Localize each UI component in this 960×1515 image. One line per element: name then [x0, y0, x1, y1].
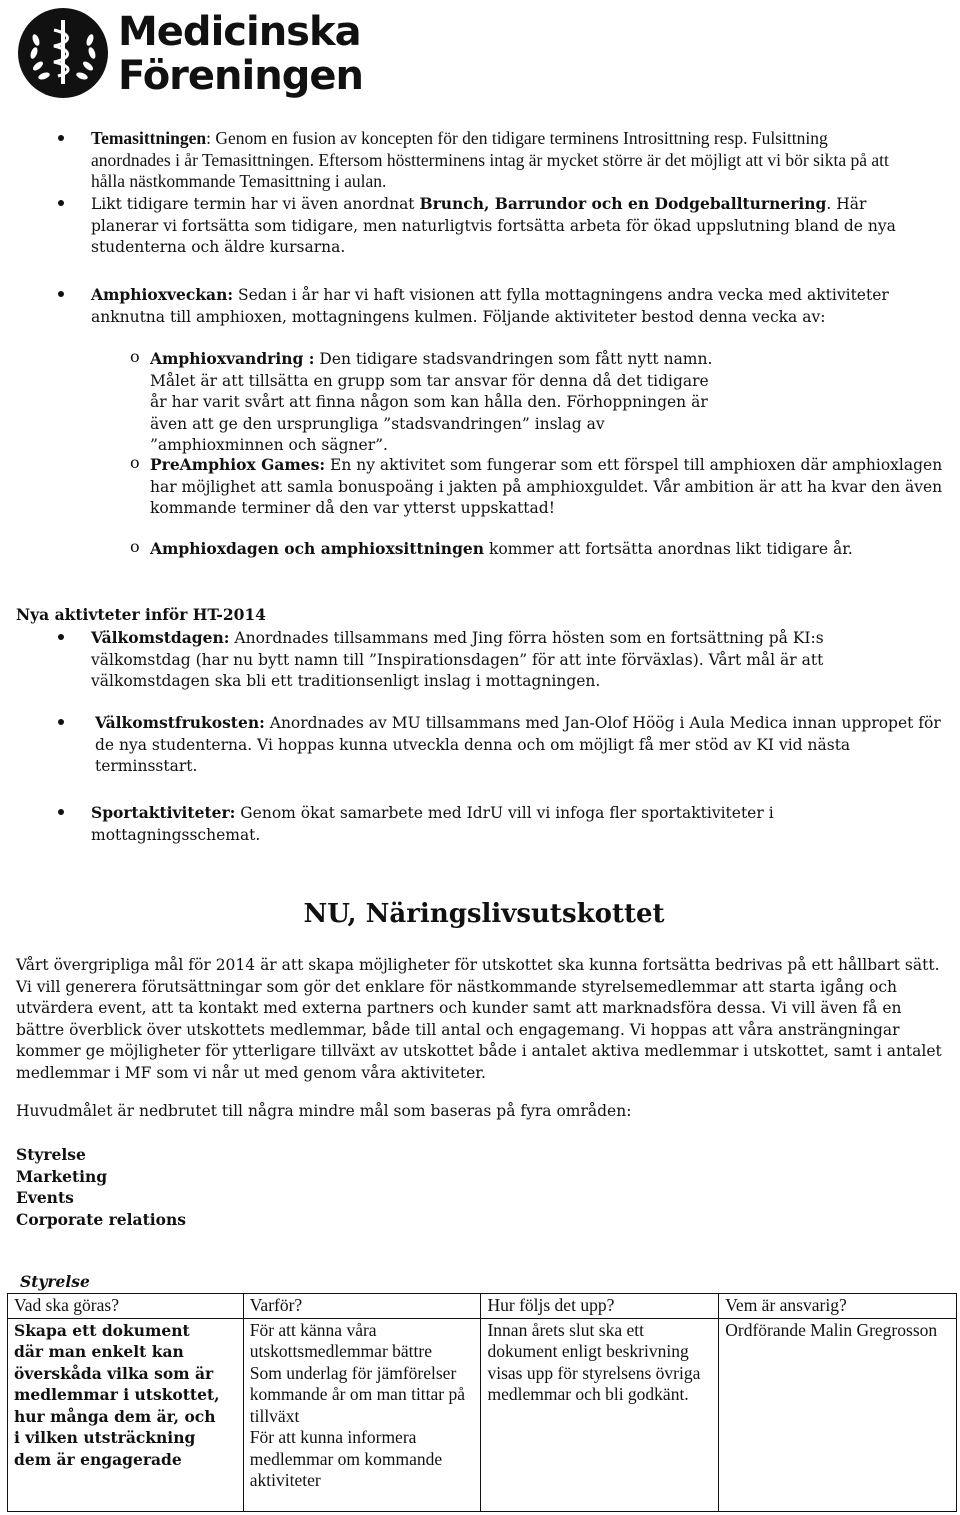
table-cell: Skapa ett dokument där man enkelt kan överskåda vilka som är medlemmar i utskottet, hur många dem är, och i vilken utsträckning dem är engagerade	[8, 1318, 244, 1511]
logo-line2: Föreningen	[118, 53, 363, 99]
logo-line1: Medicinska	[118, 9, 361, 55]
nya-heading: Nya aktivteter inför HT-2014	[16, 605, 266, 624]
amphioxdagen-title: Amphioxdagen och amphioxsittningen	[150, 539, 485, 558]
amphioxvandring-text: Den tidigare stadsvandringen som fått nytt namn. Målet är att tillsätta en grupp som tar ansvar för denna då det tidigare år har varit svårt att finna någon som kan hålla den. Förhoppningen är även att ge den ursprungliga ”stadsvandringen” inslag av ”amphioxminnen och sägner”.	[150, 350, 713, 454]
sportaktiviteter-paragraph	[91, 802, 831, 846]
area-item: Events	[16, 1188, 74, 1207]
bullet-icon	[58, 809, 64, 815]
table-cell: Innan årets slut ska ett dokument enligt beskrivning visas upp för styrelsens övriga medlemmar och bli godkänt.	[481, 1318, 719, 1511]
amphioxveckan-paragraph	[91, 284, 941, 328]
preamphiox-paragraph	[150, 454, 950, 520]
laurel-emblem-icon	[16, 6, 110, 100]
amphioxvandring-title: Amphioxvandring :	[150, 349, 315, 368]
logo	[14, 4, 363, 102]
table-row	[8, 1318, 957, 1511]
table-header-cell: Vem är ansvarig?	[719, 1294, 957, 1319]
table-header-cell: Vad ska göras?	[8, 1294, 244, 1319]
valkomstdagen-title: Välkomstdagen:	[91, 628, 230, 647]
sportaktiviteter-title: Sportaktiviteter:	[91, 803, 236, 822]
sportaktiviteter-text: Genom ökat samarbete med IdrU vill vi infoga fler sportaktiviteter i mottagningsschemat.	[91, 804, 774, 844]
bullet-icon	[58, 634, 64, 640]
amphioxvandring-paragraph	[150, 348, 730, 457]
styrelse-table	[7, 1293, 957, 1512]
preamphiox-title: PreAmphiox Games:	[150, 455, 326, 474]
amphioxveckan-text: Sedan i år har vi haft visionen att fylla mottagningens andra vecka med aktiviteter anknutna till amphioxen, mottagningens kulmen. Följande aktiviteter bestod denna vecka av:	[91, 286, 889, 326]
brunch-post: . Här planerar vi fortsätta som tidigare, men naturligtvis fortsätta arbeta för ökad uppslutning bland de nya studenterna och äldre kursarna.	[91, 195, 896, 256]
table-caption: Styrelse	[20, 1272, 90, 1291]
temasittning-text: : Genom en fusion av koncepten för den tidigare terminens Introsittning resp. Fulsittning anordnades i år Temasittningen. Eftersom höstterminens intag är mycket större är det möjligt att vi bör sikta på att hålla nästkommande Temasittning i aulan.	[91, 128, 889, 191]
nu-paragraph-2: Huvudmålet är nedbrutet till några mindre mål som baseras på fyra områden:	[16, 1102, 632, 1120]
valkomstfrukosten-text: Anordnades av MU tillsammans med Jan-Olof Höög i Aula Medica innan uppropet för de nya studenterna. Vi hoppas kunna utveckla denna och om möjligt få mer stöd av KI vid nästa terminsstart.	[95, 714, 941, 775]
table-cell: Ordförande Malin Gregrosson	[719, 1318, 957, 1511]
preamphiox-text: En ny aktivitet som fungerar som ett förspel till amphioxen där amphioxlagen har möjlighet att samla bonuspoäng i jakten på amphioxguldet. Vår ambition är att ha kvar den även kommande terminer då den var ytterst uppskattad!	[150, 456, 943, 517]
bullet-icon	[58, 135, 64, 141]
valkomstdagen-paragraph	[91, 627, 891, 693]
area-item: Corporate relations	[16, 1209, 186, 1229]
amphioxdagen-paragraph	[150, 538, 940, 561]
amphioxveckan-title: Amphioxveckan:	[91, 285, 234, 304]
valkomstdagen-text: Anordnades tillsammans med Jing förra hösten som en fortsättning på KI:s välkomstdag (har nu bytt namn till ”Inspirationsdagen” för att inte förväxlas). Vårt mål är att välkomstdagen ska bli ett traditionsenligt inslag i mottagningen.	[91, 629, 824, 690]
bullet-icon	[58, 200, 64, 206]
area-item: Styrelse	[16, 1145, 86, 1164]
valkomstfrukosten-paragraph	[95, 712, 945, 778]
nu-paragraph-1: Vårt övergripliga mål för 2014 är att skapa möjligheter för utskottet ska kunna fortsätta bedrivas på ett hållbart sätt. Vi vill generera förutsättningar som gör det enklare för nästkommande styrelsemedlemmar att starta igång och utvärdera event, att ta kontakt med externa partners och kunder samt att marknadsföra dessa. Vi vill även få en bättre överblick över utskottets medlemmar, både till antal och engagemang. Vi hoppas att våra ansträngningar kommer ge möjligheter för ytterligare tillväxt av utskottet både i antalet aktiva medlemmar i utskottet, samt i antalet medlemmar i MF som vi når ut med genom våra aktiviteter.	[16, 956, 942, 1082]
brunch-pre: Likt tidigare termin har vi även anordnat	[91, 195, 420, 213]
brunch-paragraph	[91, 193, 931, 259]
nu-heading: NU, Näringslivsutskottet	[303, 899, 665, 929]
bullet-icon	[58, 719, 64, 725]
amphioxdagen-text: kommer att fortsätta anordnas likt tidigare år.	[484, 540, 853, 558]
brunch-bold: Brunch, Barrundor och en Dodgeballturnering	[419, 194, 827, 213]
sub-marker: o	[130, 347, 140, 366]
temasittning-paragraph	[91, 128, 911, 193]
sub-marker: o	[130, 537, 140, 556]
area-item: Marketing	[16, 1166, 108, 1186]
table-header-cell: Hur följs det upp?	[481, 1294, 719, 1319]
bullet-icon	[58, 291, 64, 297]
valkomstfrukosten-title: Välkomstfrukosten:	[95, 713, 265, 732]
temasittning-title: Temasittningen	[91, 128, 207, 148]
table-header-row	[8, 1294, 957, 1319]
table-cell: För att känna våra utskottsmedlemmar bättre Som underlag för jämförelser kommande år om man tittar på tillväxt För att kunna informera medlemmar om kommande aktiviteter	[243, 1318, 481, 1511]
sub-marker: o	[130, 453, 140, 472]
table-header-cell: Varför?	[243, 1294, 481, 1319]
areas-list	[16, 1144, 186, 1230]
